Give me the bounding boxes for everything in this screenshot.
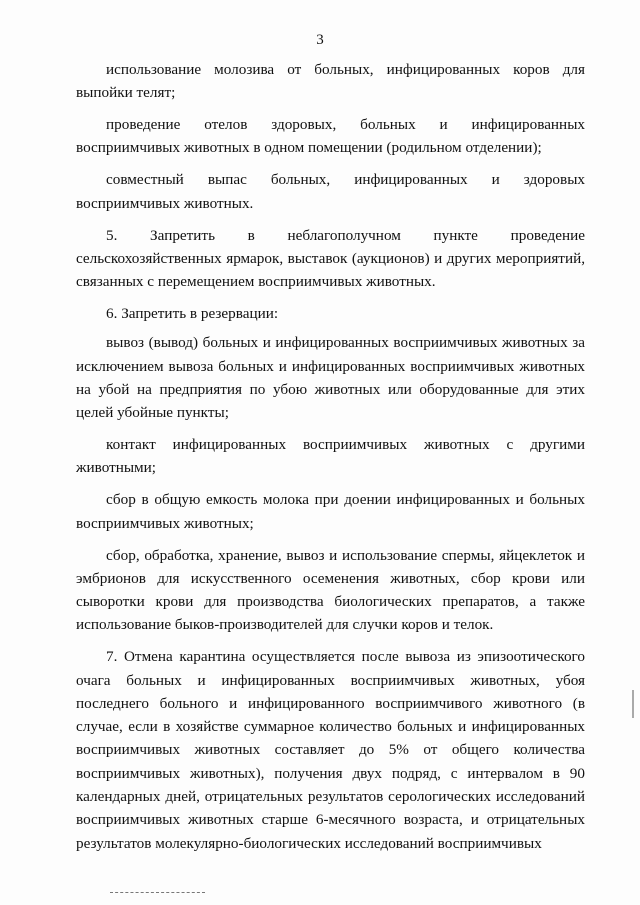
paragraph-sperm: сбор, обработка, хранение, вывоз и использование спермы, яйцеклеток и эмбрионов для искусственного осеменения животных, сбор крови или сыворотки крови для производства биологических препаратов, а также использование быков-производителей для случки коров и телок. bbox=[76, 546, 585, 634]
bottom-rule bbox=[110, 892, 205, 893]
paragraph-export: вывоз (вывод) больных и инфицированных восприимчивых животных за исключением вывоза больных и инфицированных восприимчивых животных на убой на предприятия по убою животных или оборудованные для этих целей убойные пункты; bbox=[76, 334, 585, 422]
paragraph-contact: контакт инфицированных восприимчивых животных с другими животными; bbox=[76, 436, 585, 477]
document-body bbox=[76, 58, 585, 864]
scan-edge-mark bbox=[632, 690, 634, 718]
page-number: 3 bbox=[316, 32, 324, 48]
paragraph-item-7: 7. Отмена карантина осуществляется после вывоза из эпизоотического очага больных и инфицированных восприимчивых животных, убоя последнего больного и инфицированного восприимчивого животного (в случае, если в хозяйстве суммарное количество больных и инфицированных восприимчивых животных составляет до 5% от общего количества восприимчивых животных), получения двух подряд, с интервалом в 90 календарных дней, отрицательных результатов серологических исследований восприимчивых животных старше 6-месячного возраста, и отрицательных результатов молекулярно-биологических исследований восприимчивых bbox=[76, 648, 585, 852]
paragraph-item-6: 6. Запретить в резервации: bbox=[106, 305, 279, 323]
paragraph-calving: проведение отелов здоровых, больных и инфицированных восприимчивых животных в одном помещении (родильном отделении); bbox=[76, 116, 585, 157]
paragraph-milk: сбор в общую емкость молока при доении инфицированных и больных восприимчивых животных; bbox=[76, 491, 585, 532]
paragraph-item-5: 5. Запретить в неблагополучном пункте проведение сельскохозяйственных ярмарок, выставок (аукционов) и других мероприятий, связанных с перемещением восприимчивых животных. bbox=[76, 226, 585, 291]
paragraph-grazing: совместный выпас больных, инфицированных и здоровых восприимчивых животных. bbox=[76, 171, 585, 212]
paragraph-colostrum: использование молозива от больных, инфицированных коров для выпойки телят; bbox=[76, 61, 585, 102]
